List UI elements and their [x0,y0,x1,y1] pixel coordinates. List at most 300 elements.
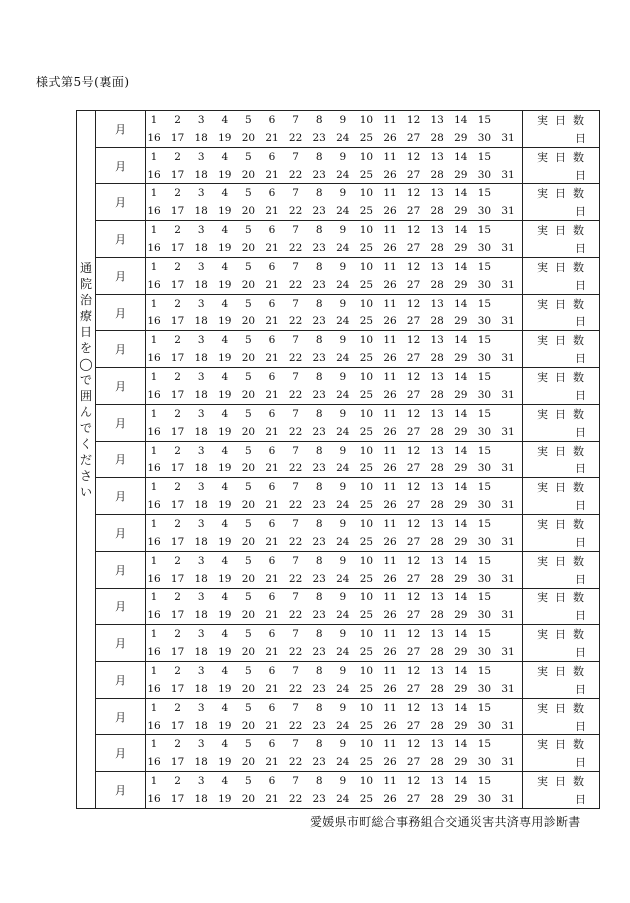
day-number[interactable]: 31 [501,646,515,659]
day-number[interactable]: 26 [383,719,397,732]
day-number[interactable]: 26 [383,131,397,144]
day-number[interactable]: 4 [221,701,229,714]
day-number[interactable]: 1 [150,591,158,604]
day-number[interactable]: 8 [315,481,323,494]
actual-days-cell[interactable] [523,772,599,808]
month-cell[interactable]: 月 [96,625,146,661]
day-number[interactable]: 19 [218,682,232,695]
day-number[interactable]: 17 [170,352,185,365]
day-number[interactable]: 29 [454,278,468,291]
day-number[interactable]: 2 [174,554,181,567]
day-number[interactable]: 31 [501,535,515,548]
day-number[interactable]: 21 [265,425,279,438]
day-number[interactable]: 13 [430,481,444,494]
day-number[interactable]: 30 [477,535,492,548]
day-number[interactable]: 10 [359,554,374,567]
day-number[interactable]: 18 [194,315,208,328]
day-number[interactable]: 1 [150,518,158,531]
day-number[interactable]: 20 [241,425,256,438]
day-number[interactable]: 21 [265,462,279,475]
day-number[interactable]: 3 [197,334,205,347]
day-number[interactable]: 21 [265,793,279,806]
day-number[interactable]: 4 [221,407,229,420]
actual-days-cell[interactable] [523,111,599,147]
day-number[interactable]: 30 [477,756,492,769]
day-number[interactable]: 12 [406,444,421,457]
day-number[interactable]: 7 [292,407,299,420]
day-number[interactable]: 24 [336,609,350,622]
day-number[interactable]: 15 [477,701,492,714]
day-number[interactable]: 25 [359,793,374,806]
day-number[interactable]: 7 [292,150,299,163]
day-number[interactable]: 20 [241,793,256,806]
day-number[interactable]: 28 [430,168,444,181]
day-number[interactable]: 27 [406,609,421,622]
day-number[interactable]: 16 [147,462,161,475]
day-number[interactable]: 9 [339,260,347,273]
month-cell[interactable]: 月 [96,699,146,735]
day-number[interactable]: 30 [477,352,492,365]
day-number[interactable]: 18 [194,535,208,548]
day-number[interactable]: 22 [288,205,303,218]
month-cell[interactable]: 月 [96,589,146,625]
day-number[interactable]: 5 [245,554,252,567]
day-number[interactable]: 5 [245,701,252,714]
day-number[interactable]: 27 [406,278,421,291]
day-number[interactable]: 11 [383,444,397,457]
day-number[interactable]: 29 [454,719,468,732]
day-number[interactable]: 1 [150,628,158,641]
day-number[interactable]: 17 [170,535,185,548]
day-number[interactable]: 18 [194,499,208,512]
day-number[interactable]: 26 [383,793,397,806]
day-number[interactable]: 30 [477,462,492,475]
day-number[interactable]: 4 [221,775,229,788]
day-number[interactable]: 12 [406,224,421,237]
day-number[interactable]: 21 [265,131,279,144]
day-number[interactable]: 14 [454,628,468,641]
day-number[interactable]: 17 [170,131,185,144]
day-number[interactable]: 31 [501,425,515,438]
day-number[interactable]: 8 [315,701,323,714]
actual-days-cell[interactable] [523,735,599,771]
day-number[interactable]: 4 [221,444,229,457]
day-number[interactable]: 27 [406,131,421,144]
day-number[interactable]: 25 [359,315,374,328]
day-number[interactable]: 16 [147,425,161,438]
day-number[interactable]: 6 [268,150,276,163]
day-number[interactable]: 7 [292,738,299,751]
day-number[interactable]: 15 [477,297,492,310]
day-number[interactable]: 4 [221,187,229,200]
day-number[interactable]: 22 [288,756,303,769]
day-number[interactable]: 26 [383,682,397,695]
day-number[interactable]: 15 [477,664,492,677]
day-number[interactable]: 10 [359,664,374,677]
day-number[interactable]: 9 [339,701,347,714]
day-number[interactable]: 11 [383,775,397,788]
day-number[interactable]: 31 [501,572,515,585]
day-number[interactable]: 22 [288,425,303,438]
day-number[interactable]: 1 [150,738,158,751]
month-cell[interactable]: 月 [96,442,146,478]
month-cell[interactable]: 月 [96,148,146,184]
day-number[interactable]: 10 [359,260,374,273]
day-number[interactable]: 6 [268,738,276,751]
day-number[interactable]: 1 [150,297,158,310]
day-number[interactable]: 2 [174,187,181,200]
day-number[interactable]: 31 [501,315,515,328]
day-number[interactable]: 18 [194,425,208,438]
day-number[interactable]: 17 [170,719,185,732]
day-number[interactable]: 9 [339,297,347,310]
day-number[interactable]: 18 [194,609,208,622]
day-number[interactable]: 6 [268,775,276,788]
day-number[interactable]: 18 [194,168,208,181]
day-number[interactable]: 13 [430,334,444,347]
day-number[interactable]: 10 [359,738,374,751]
day-number[interactable]: 20 [241,131,256,144]
day-number[interactable]: 26 [383,609,397,622]
day-number[interactable]: 5 [245,738,252,751]
day-number[interactable]: 21 [265,756,279,769]
day-number[interactable]: 30 [477,499,492,512]
day-number[interactable]: 31 [501,609,515,622]
day-number[interactable]: 13 [430,591,444,604]
day-number[interactable]: 7 [292,628,299,641]
day-number[interactable]: 23 [312,168,326,181]
day-number[interactable]: 21 [265,388,279,401]
day-number[interactable]: 6 [268,113,276,126]
day-number[interactable]: 19 [218,205,232,218]
day-number[interactable]: 4 [221,224,229,237]
day-number[interactable]: 6 [268,481,276,494]
day-number[interactable]: 6 [268,701,276,714]
day-number[interactable]: 31 [501,131,515,144]
day-number[interactable]: 7 [292,591,299,604]
day-number[interactable]: 17 [170,462,185,475]
day-number[interactable]: 20 [241,756,256,769]
day-number[interactable]: 30 [477,793,492,806]
day-number[interactable]: 18 [194,682,208,695]
day-number[interactable]: 18 [194,131,208,144]
day-number[interactable]: 4 [221,371,229,384]
day-number[interactable]: 12 [406,187,421,200]
day-number[interactable]: 21 [265,242,279,255]
day-number[interactable]: 8 [315,554,323,567]
day-number[interactable]: 21 [265,168,279,181]
day-number[interactable]: 5 [245,334,252,347]
day-number[interactable]: 16 [147,388,161,401]
day-number[interactable]: 3 [197,371,205,384]
day-number[interactable]: 20 [241,315,256,328]
day-number[interactable]: 20 [241,535,256,548]
day-number[interactable]: 11 [383,187,397,200]
day-number[interactable]: 14 [454,113,468,126]
day-number[interactable]: 21 [265,572,279,585]
day-number[interactable]: 9 [339,371,347,384]
day-number[interactable]: 24 [336,388,350,401]
day-number[interactable]: 2 [174,224,181,237]
day-number[interactable]: 22 [288,572,303,585]
day-number[interactable]: 1 [150,150,158,163]
day-number[interactable]: 8 [315,591,323,604]
day-number[interactable]: 24 [336,756,350,769]
day-number[interactable]: 11 [383,664,397,677]
day-number[interactable]: 12 [406,554,421,567]
day-number[interactable]: 12 [406,371,421,384]
day-number[interactable]: 7 [292,481,299,494]
day-number[interactable]: 12 [406,297,421,310]
day-number[interactable]: 20 [241,499,256,512]
day-number[interactable]: 22 [288,609,303,622]
day-number[interactable]: 28 [430,719,444,732]
day-number[interactable]: 14 [454,444,468,457]
day-number[interactable]: 8 [315,775,323,788]
day-number[interactable]: 26 [383,388,397,401]
day-number[interactable]: 18 [194,388,208,401]
day-number[interactable]: 28 [430,756,444,769]
day-number[interactable]: 1 [150,224,158,237]
day-number[interactable]: 15 [477,444,492,457]
day-number[interactable]: 7 [292,371,299,384]
day-number[interactable]: 15 [477,775,492,788]
day-number[interactable]: 25 [359,682,374,695]
day-number[interactable]: 3 [197,297,205,310]
day-number[interactable]: 14 [454,297,468,310]
day-number[interactable]: 8 [315,224,323,237]
day-number[interactable]: 9 [339,481,347,494]
month-cell[interactable]: 月 [96,184,146,220]
day-number[interactable]: 16 [147,793,161,806]
day-number[interactable]: 20 [241,462,256,475]
day-number[interactable]: 12 [406,334,421,347]
day-number[interactable]: 17 [170,205,185,218]
day-number[interactable]: 16 [147,646,161,659]
day-number[interactable]: 11 [383,738,397,751]
day-number[interactable]: 28 [430,535,444,548]
day-number[interactable]: 7 [292,113,299,126]
day-number[interactable]: 18 [194,572,208,585]
day-number[interactable]: 17 [170,168,185,181]
day-number[interactable]: 29 [454,425,468,438]
day-number[interactable]: 5 [245,407,252,420]
day-number[interactable]: 6 [268,297,276,310]
day-number[interactable]: 24 [336,646,350,659]
day-number[interactable]: 14 [454,481,468,494]
day-number[interactable]: 14 [454,554,468,567]
day-number[interactable]: 27 [406,425,421,438]
day-number[interactable]: 30 [477,572,492,585]
day-number[interactable]: 2 [174,407,181,420]
day-number[interactable]: 5 [245,150,252,163]
day-number[interactable]: 2 [174,260,181,273]
day-number[interactable]: 19 [218,315,232,328]
day-number[interactable]: 16 [147,242,161,255]
day-number[interactable]: 17 [170,499,185,512]
day-number[interactable]: 15 [477,481,492,494]
day-number[interactable]: 4 [221,554,229,567]
day-number[interactable]: 19 [218,425,232,438]
day-number[interactable]: 29 [454,388,468,401]
day-number[interactable]: 17 [170,793,185,806]
day-number[interactable]: 4 [221,113,229,126]
day-number[interactable]: 26 [383,205,397,218]
day-number[interactable]: 11 [383,481,397,494]
day-number[interactable]: 24 [336,499,350,512]
day-number[interactable]: 23 [312,131,326,144]
day-number[interactable]: 17 [170,425,185,438]
day-number[interactable]: 21 [265,535,279,548]
day-number[interactable]: 4 [221,334,229,347]
day-number[interactable]: 26 [383,499,397,512]
day-number[interactable]: 31 [501,278,515,291]
month-cell[interactable]: 月 [96,405,146,441]
day-number[interactable]: 19 [218,793,232,806]
day-number[interactable]: 5 [245,664,252,677]
day-number[interactable]: 23 [312,499,326,512]
day-number[interactable]: 22 [288,242,303,255]
day-number[interactable]: 23 [312,609,326,622]
day-number[interactable]: 22 [288,168,303,181]
day-number[interactable]: 16 [147,205,161,218]
day-number[interactable]: 23 [312,315,326,328]
day-number[interactable]: 18 [194,719,208,732]
day-number[interactable]: 11 [383,297,397,310]
day-number[interactable]: 20 [241,719,256,732]
day-number[interactable]: 10 [359,334,374,347]
day-number[interactable]: 26 [383,756,397,769]
month-cell[interactable]: 月 [96,515,146,551]
day-number[interactable]: 9 [339,518,347,531]
day-number[interactable]: 6 [268,371,276,384]
day-number[interactable]: 13 [430,444,444,457]
day-number[interactable]: 20 [241,682,256,695]
day-number[interactable]: 4 [221,628,229,641]
day-number[interactable]: 23 [312,572,326,585]
day-number[interactable]: 26 [383,462,397,475]
actual-days-cell[interactable] [523,442,599,478]
day-number[interactable]: 17 [170,572,185,585]
day-number[interactable]: 26 [383,535,397,548]
day-number[interactable]: 19 [218,572,232,585]
day-number[interactable]: 28 [430,242,444,255]
day-number[interactable]: 26 [383,352,397,365]
day-number[interactable]: 16 [147,499,161,512]
day-number[interactable]: 8 [315,150,323,163]
day-number[interactable]: 22 [288,682,303,695]
day-number[interactable]: 25 [359,499,374,512]
day-number[interactable]: 20 [241,609,256,622]
day-number[interactable]: 12 [406,628,421,641]
day-number[interactable]: 10 [359,187,374,200]
day-number[interactable]: 30 [477,388,492,401]
day-number[interactable]: 14 [454,224,468,237]
day-number[interactable]: 23 [312,719,326,732]
day-number[interactable]: 17 [170,756,185,769]
day-number[interactable]: 25 [359,756,374,769]
day-number[interactable]: 24 [336,793,350,806]
day-number[interactable]: 31 [501,352,515,365]
day-number[interactable]: 13 [430,407,444,420]
day-number[interactable]: 21 [265,609,279,622]
day-number[interactable]: 7 [292,775,299,788]
actual-days-cell[interactable] [523,589,599,625]
day-number[interactable]: 29 [454,756,468,769]
day-number[interactable]: 11 [383,554,397,567]
day-number[interactable]: 9 [339,113,347,126]
day-number[interactable]: 24 [336,205,350,218]
day-number[interactable]: 18 [194,278,208,291]
day-number[interactable]: 28 [430,352,444,365]
day-number[interactable]: 19 [218,719,232,732]
day-number[interactable]: 13 [430,150,444,163]
day-number[interactable]: 3 [197,407,205,420]
day-number[interactable]: 21 [265,352,279,365]
day-number[interactable]: 13 [430,113,444,126]
day-number[interactable]: 3 [197,775,205,788]
day-number[interactable]: 13 [430,628,444,641]
day-number[interactable]: 15 [477,628,492,641]
day-number[interactable]: 17 [170,646,185,659]
month-cell[interactable]: 月 [96,735,146,771]
day-number[interactable]: 11 [383,334,397,347]
day-number[interactable]: 25 [359,388,374,401]
day-number[interactable]: 22 [288,793,303,806]
day-number[interactable]: 12 [406,113,421,126]
day-number[interactable]: 20 [241,572,256,585]
day-number[interactable]: 10 [359,628,374,641]
day-number[interactable]: 11 [383,260,397,273]
day-number[interactable]: 20 [241,168,256,181]
day-number[interactable]: 25 [359,242,374,255]
day-number[interactable]: 19 [218,352,232,365]
day-number[interactable]: 10 [359,481,374,494]
day-number[interactable]: 24 [336,719,350,732]
day-number[interactable]: 1 [150,775,158,788]
actual-days-cell[interactable] [523,258,599,294]
day-number[interactable]: 3 [197,481,205,494]
day-number[interactable]: 15 [477,224,492,237]
day-number[interactable]: 14 [454,407,468,420]
day-number[interactable]: 12 [406,591,421,604]
day-number[interactable]: 26 [383,425,397,438]
actual-days-cell[interactable] [523,184,599,220]
month-cell[interactable]: 月 [96,772,146,808]
day-number[interactable]: 29 [454,205,468,218]
day-number[interactable]: 2 [174,297,181,310]
day-number[interactable]: 10 [359,150,374,163]
day-number[interactable]: 30 [477,719,492,732]
day-number[interactable]: 12 [406,738,421,751]
day-number[interactable]: 16 [147,168,161,181]
day-number[interactable]: 15 [477,591,492,604]
day-number[interactable]: 27 [406,352,421,365]
day-number[interactable]: 2 [174,113,181,126]
day-number[interactable]: 14 [454,738,468,751]
day-number[interactable]: 15 [477,113,492,126]
day-number[interactable]: 10 [359,591,374,604]
day-number[interactable]: 13 [430,554,444,567]
day-number[interactable]: 19 [218,462,232,475]
day-number[interactable]: 2 [174,334,181,347]
day-number[interactable]: 4 [221,591,229,604]
day-number[interactable]: 4 [221,150,229,163]
day-number[interactable]: 3 [197,554,205,567]
day-number[interactable]: 29 [454,682,468,695]
day-number[interactable]: 25 [359,719,374,732]
day-number[interactable]: 2 [174,738,181,751]
